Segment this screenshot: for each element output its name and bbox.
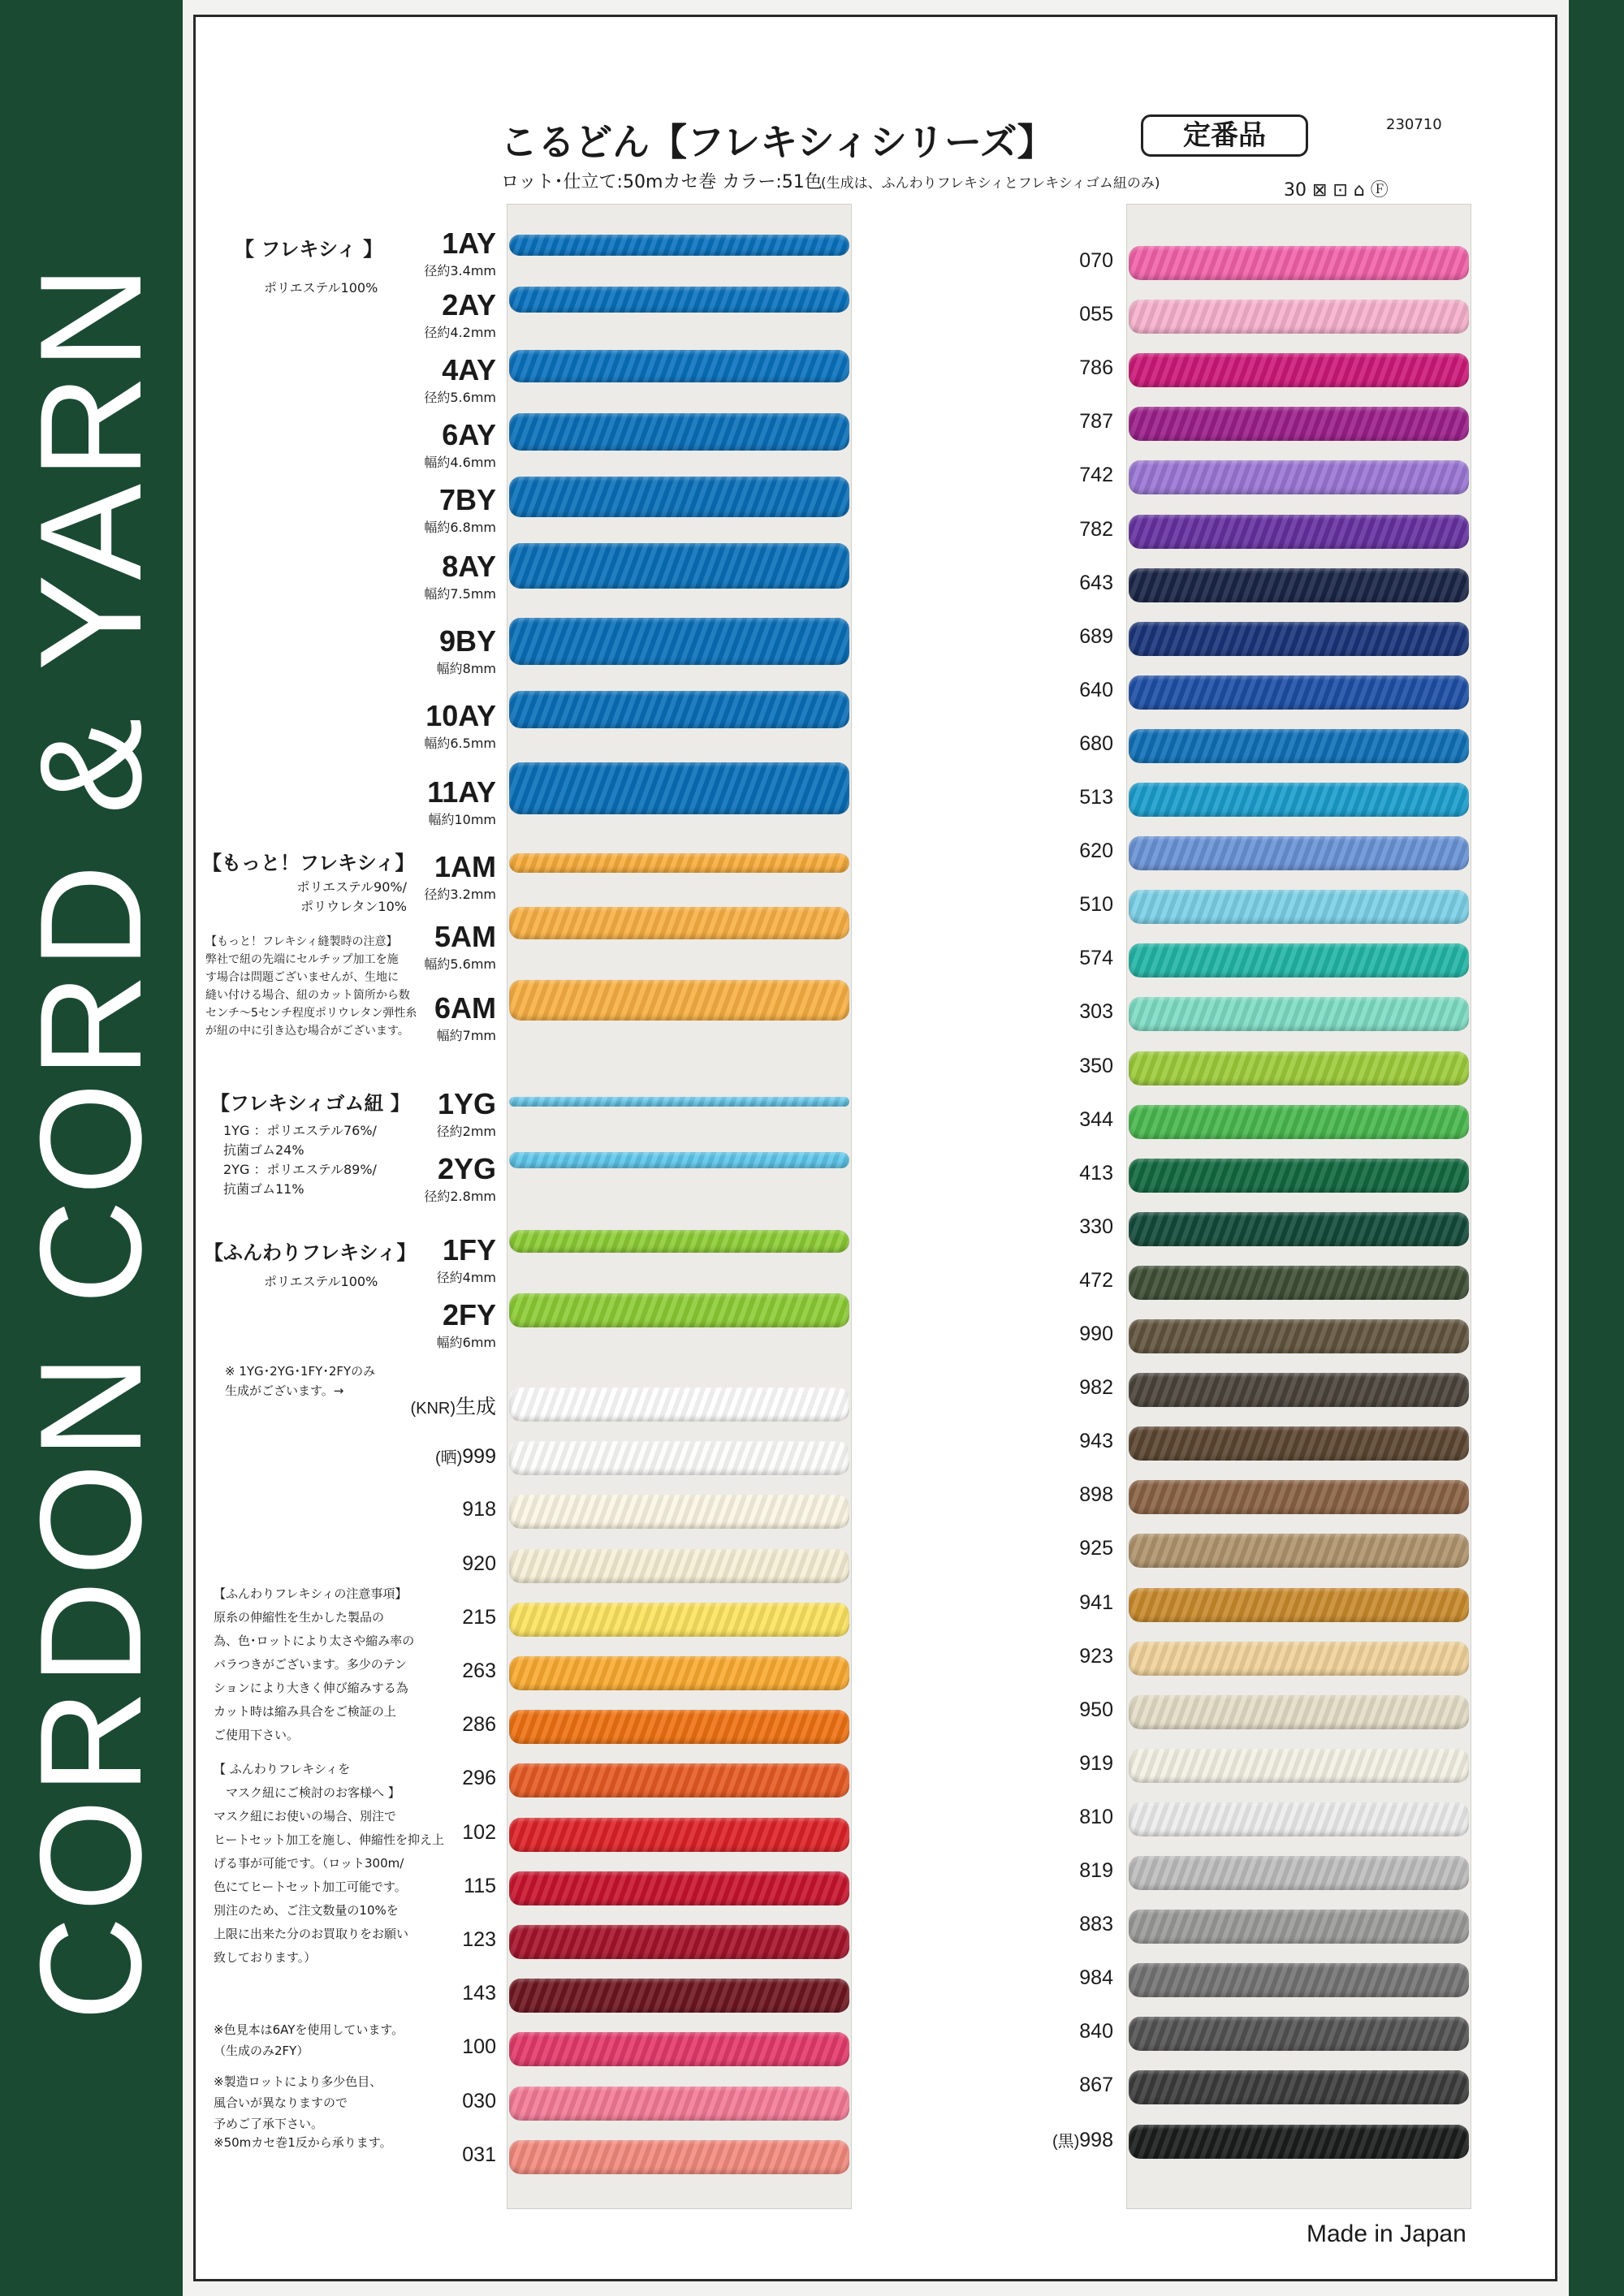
color-code-513 (975, 786, 1113, 809)
color-number: 925 (1079, 1537, 1113, 1560)
color-code-923 (975, 1645, 1113, 1668)
color-prefix: (KNR) (410, 1400, 456, 1418)
color-number: 123 (462, 1928, 496, 1951)
motto-sewing-caution: 【もっと！フレキシィ縫製時の注意】 弊社で紐の先端にセルチップ加工を施 す場合は問題ございませんが、生地に 縫い付ける場合、紐のカット箇所から数 センチ～5センチ程度ポリウレタン弾性糸 が紐の中に引き込む場合がございます。 (205, 935, 417, 1038)
color-number: 263 (462, 1659, 496, 1682)
cord-swatch-742 (1129, 460, 1469, 494)
lot-color-info: ロット･仕立て:50mカセ巻 カラー:51色 (501, 172, 823, 192)
cord-swatch-2yg (509, 1152, 849, 1168)
spine-band (0, 0, 183, 2296)
cord-swatch-782 (1129, 515, 1469, 549)
product-code-2yg: 2YG (437, 1152, 496, 1185)
color-code-919 (975, 1752, 1113, 1776)
color-number: 070 (1079, 249, 1113, 272)
date-code: 230710 (1386, 116, 1442, 133)
cord-swatch-898 (1129, 1480, 1469, 1514)
color-code-620 (975, 839, 1113, 863)
product-size-6ay: 幅約4.6mm (424, 455, 496, 470)
care-label-icons: 30 ⊠ ⊡ ⌂ Ⓕ (1284, 180, 1389, 201)
product-code-6ay: 6AY (442, 418, 496, 451)
color-code-999 (358, 1444, 496, 1469)
lot-variation-note: ※製造ロットにより多少色目、 風合いが異なりますので 予めご了承下さい。 (214, 2074, 382, 2131)
color-code-819 (975, 1859, 1113, 1883)
mask-cord-note: 【 ふんわりフレキシィを マスク紐にご検討のお客様へ 】 マスク紐にお使いの場合、別注で ヒートセット加工を施し、伸縮性を抑え上 げる事が可能です。（ロット300m/ 色にてヒートセット加工可能です。 別注のため、ご注文数量の10%を 上限に出来た分のお買取りをお願い 致しております。） (214, 1762, 444, 1965)
cord-swatch-787 (1129, 407, 1469, 441)
color-number: 055 (1079, 303, 1113, 326)
cord-swatch-999 (509, 1441, 849, 1475)
cord-swatch-883 (1129, 1910, 1469, 1944)
color-number: 867 (1079, 2074, 1113, 2097)
product-size-9by: 幅約8mm (436, 661, 496, 676)
color-number: 923 (1079, 1644, 1113, 1668)
color-number: 883 (1079, 1913, 1113, 1936)
color-number: 413 (1079, 1161, 1113, 1185)
cord-swatch-344 (1129, 1105, 1469, 1139)
color-number: 787 (1079, 410, 1113, 434)
color-number: 943 (1079, 1430, 1113, 1453)
color-number: 513 (1079, 786, 1113, 809)
color-code-303 (975, 1000, 1113, 1024)
product-code-5am: 5AM (434, 920, 496, 953)
cord-swatch-030 (509, 2087, 849, 2121)
product-size-1am: 径約3.2mm (424, 887, 496, 902)
cord-swatch-6ay (509, 413, 849, 451)
cord-swatch-918 (509, 1495, 849, 1529)
natural-availability-note: ※ 1YG･2YG･1FY･2FYのみ 生成がございます。→ (225, 1364, 376, 1398)
cord-swatch-680 (1129, 729, 1469, 763)
cord-swatch-100 (509, 2032, 849, 2066)
color-code-782 (975, 518, 1113, 542)
section-title-flexy: 【 フレキシィ 】 (235, 238, 383, 261)
color-number: 143 (462, 1982, 496, 2005)
color-code-941 (975, 1591, 1113, 1615)
minimum-order-note: ※50mカセ巻1反から承ります。 (214, 2135, 392, 2150)
product-size-11ay: 幅約10mm (428, 812, 496, 827)
color-code-840 (975, 2020, 1113, 2044)
color-code-413 (975, 1162, 1113, 1185)
cord-swatch-810 (1129, 1802, 1469, 1836)
section-title-motto-flexy: 【もっと！フレキシィ】 (202, 852, 415, 874)
product-code-10ay: 10AY (425, 699, 496, 732)
color-code-574 (975, 947, 1113, 970)
color-code-943 (975, 1430, 1113, 1453)
color-number: 782 (1079, 517, 1113, 541)
product-code-1yg: 1YG (437, 1087, 496, 1120)
color-number: 472 (1079, 1268, 1113, 1292)
color-number: 031 (462, 2143, 496, 2166)
color-code-330 (975, 1215, 1113, 1239)
color-prefix: (晒) (434, 1449, 463, 1468)
page-title: こるどん【フレキシィシリーズ】 (500, 120, 1055, 164)
cord-swatch-2ay (509, 287, 849, 313)
cord-swatch-689 (1129, 622, 1469, 656)
color-number: 115 (464, 1874, 496, 1897)
color-code-810 (975, 1806, 1113, 1829)
color-code-640 (975, 679, 1113, 702)
section-material-funwari-flexy: ポリエステル100% (264, 1274, 378, 1289)
color-code-680 (975, 732, 1113, 756)
color-number: 840 (1079, 2020, 1113, 2044)
cord-swatch-1ay (509, 235, 849, 256)
cord-swatch-143 (509, 1979, 849, 2013)
product-code-6am: 6AM (434, 991, 496, 1025)
color-code-344 (975, 1108, 1113, 1132)
color-number: 689 (1079, 624, 1113, 648)
color-number: 030 (462, 2089, 496, 2113)
color-code-143 (358, 1982, 496, 2005)
color-number: 344 (1079, 1107, 1113, 1131)
cord-swatch-413 (1129, 1159, 1469, 1193)
product-code-1fy: 1FY (442, 1233, 496, 1267)
cord-swatch-943 (1129, 1426, 1469, 1461)
right-swatch-strip (1126, 204, 1471, 2209)
color-number: 984 (1079, 1966, 1113, 1990)
color-code-643 (975, 572, 1113, 595)
color-number: 510 (1079, 893, 1113, 917)
color-number: 998 (1079, 2128, 1113, 2151)
product-code-1am: 1AM (434, 850, 496, 883)
cord-swatch-919 (1129, 1749, 1469, 1783)
cord-swatch-5am (509, 907, 849, 939)
cord-swatch-984 (1129, 1963, 1469, 1997)
cord-swatch-513 (1129, 783, 1469, 817)
cord-swatch-11ay (509, 762, 849, 814)
color-code-898 (975, 1483, 1113, 1507)
color-number: 919 (1079, 1751, 1113, 1775)
right-edge-band (1569, 0, 1624, 2296)
cord-swatch-819 (1129, 1856, 1469, 1890)
cord-swatch-10ay (509, 691, 849, 728)
color-number: 941 (1079, 1590, 1113, 1614)
product-size-1fy: 径約4mm (436, 1270, 496, 1285)
natural-color-note: (生成は、ふんわりフレキシィとフレキシィゴム紐のみ) (821, 175, 1160, 192)
color-number: 286 (462, 1713, 496, 1737)
color-code-982 (975, 1376, 1113, 1400)
color-number: 950 (1079, 1698, 1113, 1721)
color-number: 330 (1079, 1215, 1113, 1238)
cord-swatch-6am (509, 980, 849, 1021)
cord-swatch-303 (1129, 997, 1469, 1031)
product-code-9by: 9BY (438, 624, 496, 658)
cord-swatch-640 (1129, 675, 1469, 710)
product-size-5am: 幅約5.6mm (424, 956, 496, 972)
cord-swatch-286 (509, 1710, 849, 1744)
cord-swatch-8ay (509, 543, 849, 589)
product-code-2fy: 2FY (442, 1298, 496, 1331)
color-number: 215 (462, 1605, 496, 1629)
color-number: 620 (1079, 839, 1113, 863)
swatch-card (193, 15, 1557, 2281)
color-code-生成 (358, 1391, 496, 1420)
cord-swatch-350 (1129, 1051, 1469, 1085)
color-number: 810 (1079, 1805, 1113, 1828)
color-number: 643 (1079, 571, 1113, 594)
cord-swatch-7by (509, 477, 849, 517)
color-code-070 (975, 249, 1113, 273)
product-size-2fy: 幅約6mm (436, 1335, 496, 1350)
cord-swatch-867 (1129, 2070, 1469, 2104)
cord-swatch-1am (509, 853, 849, 873)
cord-swatch-123 (509, 1925, 849, 1959)
cord-swatch-296 (509, 1763, 849, 1798)
cord-swatch-1fy (509, 1230, 849, 1253)
color-number: 920 (462, 1552, 496, 1575)
cord-swatch-115 (509, 1871, 849, 1905)
product-size-2yg: 径約2.8mm (424, 1189, 496, 1204)
color-code-510 (975, 893, 1113, 917)
color-number: 819 (1079, 1859, 1113, 1882)
product-code-7by: 7BY (438, 483, 496, 516)
color-number: 640 (1079, 678, 1113, 701)
color-code-472 (975, 1269, 1113, 1293)
cord-swatch-055 (1129, 300, 1469, 334)
product-size-1ay: 径約3.4mm (424, 263, 496, 278)
color-code-055 (975, 303, 1113, 326)
cord-swatch-923 (1129, 1642, 1469, 1676)
color-code-920 (358, 1552, 496, 1576)
spine-brand-text: CORDON CORD & YARN (10, 260, 171, 2022)
cord-swatch-840 (1129, 2017, 1469, 2051)
product-code-11ay: 11AY (427, 775, 496, 809)
cord-swatch-070 (1129, 246, 1469, 280)
cord-swatch-031 (509, 2140, 849, 2174)
section-material-flexy: ポリエステル100% (264, 280, 378, 296)
color-number: 296 (462, 1767, 496, 1790)
color-number: 990 (1079, 1323, 1113, 1345)
color-code-925 (975, 1537, 1113, 1560)
product-code-2ay: 2AY (442, 288, 496, 322)
cord-swatch-950 (1129, 1695, 1469, 1729)
cord-swatch-982 (1129, 1373, 1469, 1407)
cord-swatch-472 (1129, 1266, 1469, 1300)
color-code-984 (975, 1966, 1113, 1990)
color-code-950 (975, 1698, 1113, 1722)
cord-swatch-643 (1129, 568, 1469, 602)
cord-swatch-215 (509, 1603, 849, 1637)
cord-swatch-620 (1129, 836, 1469, 870)
color-number: 898 (1079, 1483, 1113, 1507)
cord-swatch-2fy (509, 1293, 849, 1327)
funwari-caution-note: 【ふんわりフレキシィの注意事項】 原糸の伸縮性を生かした製品の 為、色･ロットにより太さや縮み率の バラつきがございます。多少のテン ションにより大きく伸び縮みする為 カット時は縮み具合をご検証の上 ご使用下さい。 (214, 1586, 415, 1742)
product-size-6am: 幅約7mm (436, 1028, 496, 1043)
section-material-motto-flexy: ポリエステル90%/ ポリウレタン10% (296, 879, 407, 914)
color-code-867 (975, 2074, 1113, 2097)
color-number: 918 (462, 1498, 496, 1521)
color-number: 生成 (455, 1396, 496, 1418)
color-code-787 (975, 410, 1113, 434)
cord-swatch-574 (1129, 943, 1469, 978)
color-code-883 (975, 1913, 1113, 1936)
cord-swatch-925 (1129, 1534, 1469, 1568)
product-code-8ay: 8AY (442, 550, 496, 583)
cord-swatch-4ay (509, 350, 849, 382)
cord-swatch-990 (1129, 1319, 1469, 1353)
section-title-flexy-rubber: 【フレキシィゴム紐 】 (210, 1092, 410, 1115)
cord-swatch-941 (1129, 1588, 1469, 1622)
cord-swatch-330 (1129, 1212, 1469, 1246)
color-code-786 (975, 356, 1113, 380)
product-code-4ay: 4AY (442, 353, 496, 386)
product-size-8ay: 幅約7.5mm (424, 586, 496, 602)
product-size-10ay: 幅約6.5mm (424, 736, 496, 751)
color-number: 999 (462, 1445, 496, 1469)
color-number: 574 (1079, 947, 1113, 970)
standard-item-badge: 定番品 (1141, 114, 1308, 157)
cord-swatch-102 (509, 1818, 849, 1852)
color-code-998 (975, 2128, 1113, 2152)
cord-swatch-9by (509, 618, 849, 665)
cord-swatch-263 (509, 1656, 849, 1690)
section-material-flexy-rubber: 1YG ：ポリエステル76%/ 抗菌ゴム24% 2YG ：ポリエステル89%/ 抗菌ゴム11% (223, 1123, 377, 1197)
color-number: 303 (1079, 1000, 1113, 1024)
product-size-2ay: 径約4.2mm (424, 325, 496, 340)
product-size-7by: 幅約6.8mm (424, 520, 496, 535)
color-code-990 (975, 1323, 1113, 1346)
cord-swatch-1yg (509, 1097, 849, 1107)
color-code-689 (975, 625, 1113, 649)
cord-swatch-998 (1129, 2125, 1469, 2159)
cord-swatch-生成 (509, 1388, 849, 1422)
color-number: 350 (1079, 1054, 1113, 1077)
color-number: 100 (462, 2035, 496, 2059)
color-number: 680 (1079, 732, 1113, 755)
cord-swatch-786 (1129, 353, 1469, 387)
color-code-350 (975, 1055, 1113, 1078)
color-number: 742 (1079, 464, 1113, 487)
section-title-funwari-flexy: 【ふんわりフレキシィ】 (204, 1241, 417, 1264)
color-number: 786 (1079, 356, 1113, 380)
color-code-742 (975, 464, 1113, 487)
product-size-4ay: 径約5.6mm (424, 390, 496, 405)
product-code-1ay: 1AY (442, 227, 496, 260)
color-number: 982 (1079, 1376, 1113, 1400)
color-number: 102 (462, 1820, 496, 1844)
cord-swatch-510 (1129, 890, 1469, 924)
sample-note: ※色見本は6AYを使用しています。 （生成のみ2FY） (214, 2022, 404, 2058)
product-size-1yg: 径約2mm (436, 1124, 496, 1139)
color-prefix: (黒) (1052, 2132, 1080, 2151)
color-code-918 (358, 1498, 496, 1521)
cord-swatch-920 (509, 1549, 849, 1583)
made-in-japan: Made in Japan (1307, 2220, 1466, 2247)
